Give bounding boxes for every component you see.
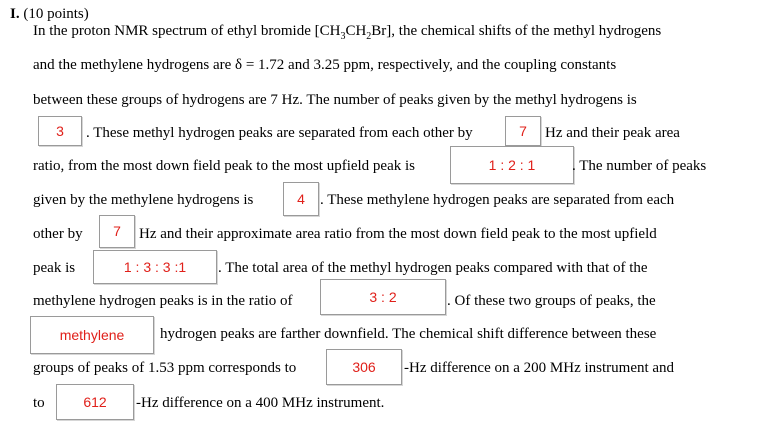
answer-box-methyl-peaks[interactable]: 3	[38, 116, 82, 146]
text-line-12a: to	[33, 395, 45, 411]
answer-box-downfield-group[interactable]: methylene	[30, 316, 154, 354]
text-segment: CH	[345, 23, 367, 39]
answer-box-methylene-ratio[interactable]: 1 : 3 : 3 :1	[93, 250, 217, 284]
text-line-6a: given by the methylene hydrogens is	[33, 192, 254, 208]
text-line-8b: . The total area of the methyl hydrogen peaks compared with that of the	[218, 260, 648, 276]
text-line-5b: . The number of peaks	[572, 158, 707, 174]
text-line-6b: . These methylene hydrogen peaks are separated from each	[320, 192, 675, 208]
text-line-2: and the methylene hydrogens are δ = 1.72 and 3.25 ppm, respectively, and the coupling constants	[33, 57, 617, 73]
text-line-4b: Hz and their peak area	[545, 125, 680, 141]
answer-box-methyl-ratio[interactable]: 1 : 2 : 1	[450, 146, 574, 184]
answer-box-area-ratio[interactable]: 3 : 2	[320, 279, 446, 315]
text-line-9a: methylene hydrogen peaks is in the ratio of	[33, 293, 293, 309]
answer-box-hz-200[interactable]: 306	[326, 349, 402, 385]
text-segment: Br], the chemical shifts of the methyl hydrogens	[371, 23, 662, 39]
text-line-11a: groups of peaks of 1.53 ppm corresponds to	[33, 360, 297, 376]
text-line-8a: peak is	[33, 260, 76, 276]
answer-box-methylene-separation[interactable]: 7	[99, 215, 135, 248]
answer-box-hz-400[interactable]: 612	[56, 384, 134, 420]
question-number: I.	[10, 6, 20, 22]
text-line-12b: -Hz difference on a 400 MHz instrument.	[136, 395, 385, 411]
text-line-7a: other by	[33, 226, 83, 242]
text-line-7b: Hz and their approximate area ratio from the most down field peak to the most upfield	[139, 226, 657, 242]
text-line-10: hydrogen peaks are farther downfield. The chemical shift difference between these	[160, 326, 657, 342]
subscript: 2	[366, 31, 372, 42]
subscript: 3	[340, 31, 346, 42]
text-line-4a: . These methyl hydrogen peaks are separated from each other by	[86, 125, 473, 141]
text-line-9b: . Of these two groups of peaks, the	[447, 293, 656, 309]
text-segment: In the proton NMR spectrum of ethyl bromide [CH	[33, 23, 341, 39]
text-line-1	[33, 22, 661, 46]
question-header	[10, 5, 89, 23]
answer-box-methylene-peaks[interactable]: 4	[283, 182, 319, 216]
text-line-5a: ratio, from the most down field peak to the most upfield peak is	[33, 158, 416, 174]
question-points: (10 points)	[23, 6, 89, 22]
answer-box-methyl-separation[interactable]: 7	[505, 116, 541, 146]
text-line-11b: -Hz difference on a 200 MHz instrument and	[404, 360, 675, 376]
text-line-3: between these groups of hydrogens are 7 Hz. The number of peaks given by the methyl hydrogens is	[33, 92, 637, 108]
